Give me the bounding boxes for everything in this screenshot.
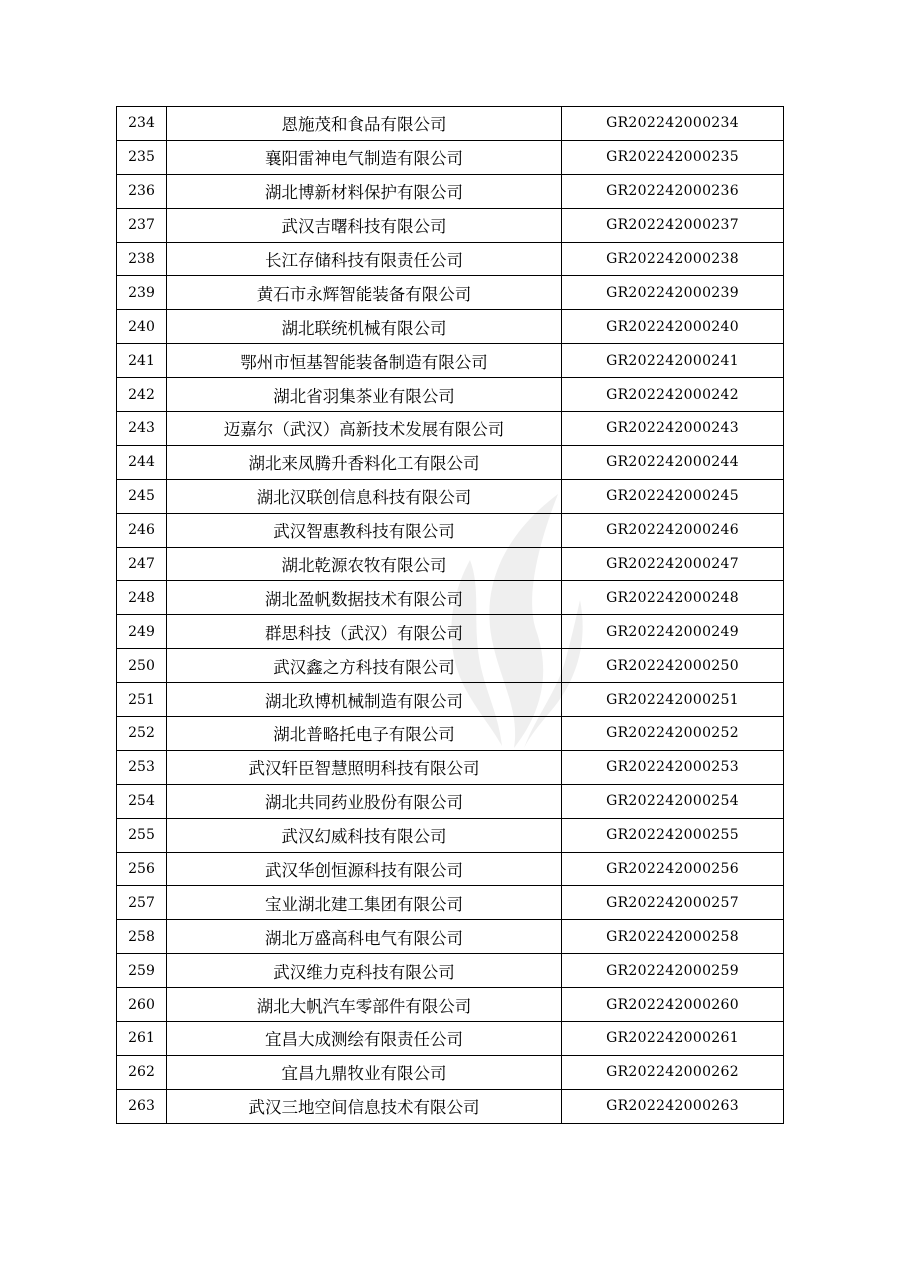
- table-row: [117, 1022, 784, 1056]
- company-name-cell: 湖北盈帆数据技术有限公司: [167, 581, 562, 615]
- table-row: [117, 717, 784, 751]
- certificate-code-cell: GR202242000242: [562, 378, 784, 412]
- table-body: [117, 107, 784, 1124]
- row-number-cell: 251: [117, 683, 167, 717]
- certificate-code-cell: GR202242000252: [562, 717, 784, 751]
- table-row: [117, 784, 784, 818]
- table-row: [117, 649, 784, 683]
- certificate-code-cell: GR202242000261: [562, 1022, 784, 1056]
- company-name-cell: 湖北大帆汽车零部件有限公司: [167, 988, 562, 1022]
- table-row: [117, 547, 784, 581]
- row-number-cell: 249: [117, 615, 167, 649]
- table-row: [117, 412, 784, 446]
- certificate-code-cell: GR202242000238: [562, 242, 784, 276]
- certificate-code-cell: GR202242000262: [562, 1055, 784, 1089]
- company-name-cell: 武汉鑫之方科技有限公司: [167, 649, 562, 683]
- table-row: [117, 1089, 784, 1123]
- row-number-cell: 250: [117, 649, 167, 683]
- row-number-cell: 241: [117, 344, 167, 378]
- company-name-cell: 湖北来凤腾升香料化工有限公司: [167, 445, 562, 479]
- table-row: [117, 920, 784, 954]
- company-name-cell: 湖北汉联创信息科技有限公司: [167, 479, 562, 513]
- company-name-cell: 长江存储科技有限责任公司: [167, 242, 562, 276]
- row-number-cell: 239: [117, 276, 167, 310]
- table-row: [117, 988, 784, 1022]
- row-number-cell: 258: [117, 920, 167, 954]
- table-row: [117, 479, 784, 513]
- certificate-code-cell: GR202242000257: [562, 886, 784, 920]
- certificate-code-cell: GR202242000253: [562, 750, 784, 784]
- company-name-cell: 武汉智惠教科技有限公司: [167, 513, 562, 547]
- company-name-cell: 湖北普略托电子有限公司: [167, 717, 562, 751]
- row-number-cell: 248: [117, 581, 167, 615]
- company-name-cell: 湖北省羽集茶业有限公司: [167, 378, 562, 412]
- certificate-code-cell: GR202242000247: [562, 547, 784, 581]
- row-number-cell: 238: [117, 242, 167, 276]
- company-name-cell: 宜昌大成测绘有限责任公司: [167, 1022, 562, 1056]
- company-name-cell: 武汉维力克科技有限公司: [167, 954, 562, 988]
- table-row: [117, 208, 784, 242]
- table-row: [117, 445, 784, 479]
- row-number-cell: 240: [117, 310, 167, 344]
- company-name-cell: 黄石市永辉智能装备有限公司: [167, 276, 562, 310]
- certificate-code-cell: GR202242000256: [562, 852, 784, 886]
- certificate-code-cell: GR202242000240: [562, 310, 784, 344]
- company-name-cell: 宝业湖北建工集团有限公司: [167, 886, 562, 920]
- enterprise-list-table: [116, 106, 784, 1124]
- company-name-cell: 武汉吉曙科技有限公司: [167, 208, 562, 242]
- company-name-cell: 群思科技（武汉）有限公司: [167, 615, 562, 649]
- table-row: [117, 954, 784, 988]
- row-number-cell: 261: [117, 1022, 167, 1056]
- table-row: [117, 683, 784, 717]
- row-number-cell: 245: [117, 479, 167, 513]
- row-number-cell: 263: [117, 1089, 167, 1123]
- company-name-cell: 迈嘉尔（武汉）高新技术发展有限公司: [167, 412, 562, 446]
- certificate-code-cell: GR202242000236: [562, 174, 784, 208]
- row-number-cell: 255: [117, 818, 167, 852]
- certificate-code-cell: GR202242000243: [562, 412, 784, 446]
- row-number-cell: 234: [117, 107, 167, 141]
- row-number-cell: 252: [117, 717, 167, 751]
- certificate-code-cell: GR202242000239: [562, 276, 784, 310]
- company-name-cell: 湖北联统机械有限公司: [167, 310, 562, 344]
- table-row: [117, 615, 784, 649]
- certificate-code-cell: GR202242000241: [562, 344, 784, 378]
- certificate-code-cell: GR202242000259: [562, 954, 784, 988]
- company-name-cell: 鄂州市恒基智能装备制造有限公司: [167, 344, 562, 378]
- row-number-cell: 260: [117, 988, 167, 1022]
- row-number-cell: 253: [117, 750, 167, 784]
- company-name-cell: 武汉华创恒源科技有限公司: [167, 852, 562, 886]
- table-row: [117, 378, 784, 412]
- company-name-cell: 湖北共同药业股份有限公司: [167, 784, 562, 818]
- certificate-code-cell: GR202242000255: [562, 818, 784, 852]
- row-number-cell: 256: [117, 852, 167, 886]
- certificate-code-cell: GR202242000251: [562, 683, 784, 717]
- row-number-cell: 243: [117, 412, 167, 446]
- row-number-cell: 237: [117, 208, 167, 242]
- table-row: [117, 513, 784, 547]
- table-row: [117, 276, 784, 310]
- row-number-cell: 242: [117, 378, 167, 412]
- row-number-cell: 262: [117, 1055, 167, 1089]
- table-row: [117, 818, 784, 852]
- table-row: [117, 750, 784, 784]
- certificate-code-cell: GR202242000248: [562, 581, 784, 615]
- row-number-cell: 247: [117, 547, 167, 581]
- row-number-cell: 235: [117, 140, 167, 174]
- table-row: [117, 174, 784, 208]
- certificate-code-cell: GR202242000254: [562, 784, 784, 818]
- table-row: [117, 310, 784, 344]
- row-number-cell: 259: [117, 954, 167, 988]
- certificate-code-cell: GR202242000263: [562, 1089, 784, 1123]
- company-name-cell: 襄阳雷神电气制造有限公司: [167, 140, 562, 174]
- company-name-cell: 宜昌九鼎牧业有限公司: [167, 1055, 562, 1089]
- company-name-cell: 湖北玖博机械制造有限公司: [167, 683, 562, 717]
- row-number-cell: 257: [117, 886, 167, 920]
- table-row: [117, 242, 784, 276]
- row-number-cell: 236: [117, 174, 167, 208]
- table-row: [117, 344, 784, 378]
- company-name-cell: 恩施茂和食品有限公司: [167, 107, 562, 141]
- company-name-cell: 湖北万盛高科电气有限公司: [167, 920, 562, 954]
- table-row: [117, 107, 784, 141]
- row-number-cell: 246: [117, 513, 167, 547]
- certificate-code-cell: GR202242000260: [562, 988, 784, 1022]
- certificate-code-cell: GR202242000235: [562, 140, 784, 174]
- table-row: [117, 886, 784, 920]
- table-row: [117, 852, 784, 886]
- certificate-code-cell: GR202242000258: [562, 920, 784, 954]
- company-name-cell: 湖北博新材料保护有限公司: [167, 174, 562, 208]
- company-name-cell: 湖北乾源农牧有限公司: [167, 547, 562, 581]
- certificate-code-cell: GR202242000249: [562, 615, 784, 649]
- certificate-code-cell: GR202242000246: [562, 513, 784, 547]
- company-name-cell: 武汉三地空间信息技术有限公司: [167, 1089, 562, 1123]
- row-number-cell: 254: [117, 784, 167, 818]
- table-row: [117, 1055, 784, 1089]
- certificate-code-cell: GR202242000244: [562, 445, 784, 479]
- certificate-code-cell: GR202242000245: [562, 479, 784, 513]
- table-row: [117, 140, 784, 174]
- certificate-code-cell: GR202242000234: [562, 107, 784, 141]
- certificate-code-cell: GR202242000250: [562, 649, 784, 683]
- row-number-cell: 244: [117, 445, 167, 479]
- certificate-code-cell: GR202242000237: [562, 208, 784, 242]
- company-name-cell: 武汉幻威科技有限公司: [167, 818, 562, 852]
- company-name-cell: 武汉轩臣智慧照明科技有限公司: [167, 750, 562, 784]
- table-row: [117, 581, 784, 615]
